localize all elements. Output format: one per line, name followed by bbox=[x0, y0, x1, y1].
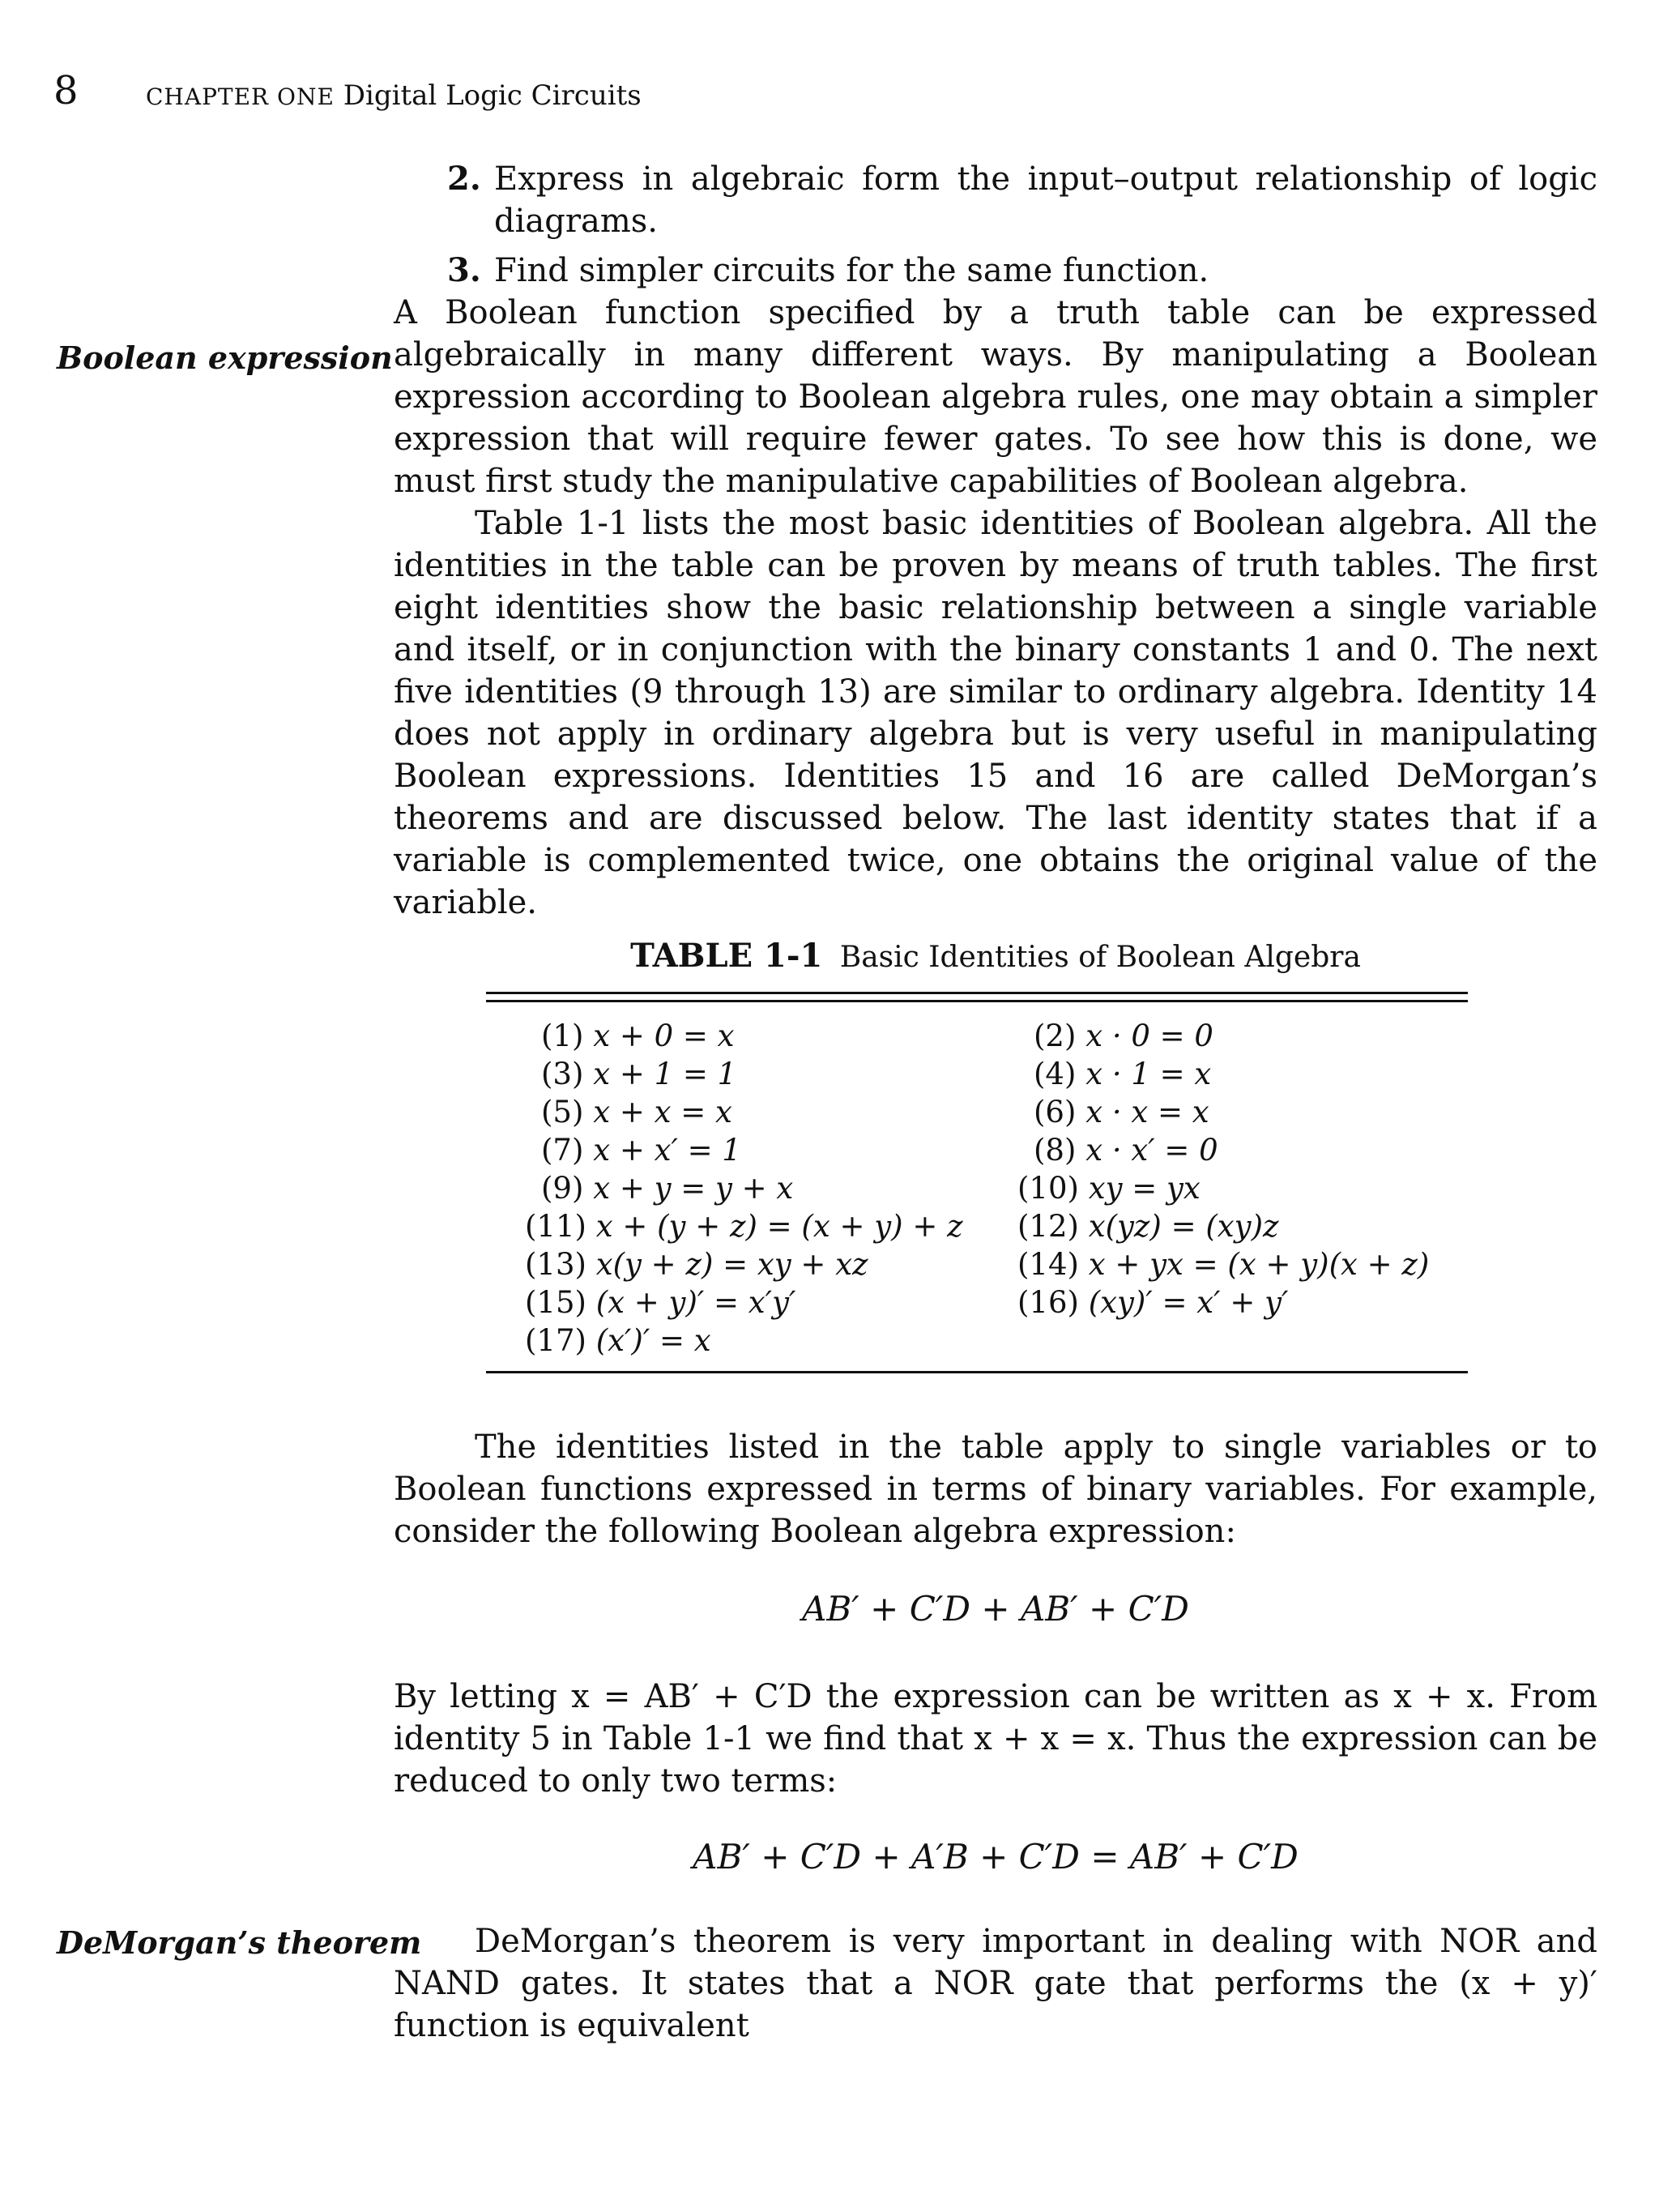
list-text: Find simpler circuits for the same function. bbox=[494, 252, 1209, 289]
identity-4: (4) x · 1 = x bbox=[1034, 1057, 1212, 1091]
table-top-rule-1 bbox=[486, 992, 1468, 994]
identity-14: (14) x + yx = (x + y)(x + z) bbox=[1017, 1247, 1430, 1282]
paragraph-identities-apply: The identities listed in the table apply to single variables or to Boolean functions expressed in terms of binary variables. For example, consider the following Boolean algebra expression: bbox=[394, 1428, 1597, 1550]
table-caption bbox=[394, 938, 1597, 976]
identity-15: (15) (x + y)′ = x′y′ bbox=[525, 1285, 796, 1320]
identity-11: (11) x + (y + z) = (x + y) + z bbox=[525, 1209, 963, 1244]
identity-10: (10) xy = yx bbox=[1017, 1171, 1201, 1206]
identity-8: (8) x · x′ = 0 bbox=[1034, 1133, 1218, 1168]
identity-1: (1) x + 0 = x bbox=[541, 1018, 735, 1053]
identity-16: (16) (xy)′ = x′ + y′ bbox=[1017, 1285, 1289, 1320]
list-text: Express in algebraic form the input–output relationship of logic diagrams. bbox=[494, 160, 1597, 240]
page-number: 8 bbox=[53, 68, 79, 113]
identity-3: (3) x + 1 = 1 bbox=[541, 1057, 737, 1091]
table-label: TABLE 1-1 bbox=[630, 937, 823, 975]
table-title: Basic Identities of Boolean Algebra bbox=[839, 941, 1361, 974]
equation-reduced: AB′ + C′D + A′B + C′D = AB′ + C′D bbox=[693, 1837, 1299, 1877]
identity-9: (9) x + y = y + x bbox=[541, 1171, 794, 1206]
identity-5: (5) x + x = x bbox=[541, 1095, 732, 1129]
identity-12: (12) x(yz) = (xy)z bbox=[1017, 1209, 1279, 1244]
table-top-rule-2 bbox=[486, 1000, 1468, 1002]
table-bottom-rule bbox=[486, 1371, 1468, 1373]
identity-13: (13) x(y + z) = xy + xz bbox=[525, 1247, 868, 1282]
equation-example: AB′ + C′D + AB′ + C′D bbox=[802, 1589, 1189, 1629]
paragraph-boolean-function: A Boolean function specified by a truth table can be expressed algebraically in many different ways. By manipulating a Boolean expression according to Boolean algebra rules, one may obtain a simpler expression that will require fewer gates. To see how this is done, we must first study the manipulative capabilities of Boolean algebra. bbox=[394, 294, 1597, 500]
list-number: 2. bbox=[447, 160, 481, 198]
chapter-label: CHAPTER ONE bbox=[146, 83, 335, 110]
paragraph-by-letting: By letting x = AB′ + C′D the expression can be written as x + x. From identity 5 in Table 1-1 we find that x + x = x. Thus the expression can be reduced to only two terms: bbox=[394, 1678, 1597, 1800]
identity-7: (7) x + x′ = 1 bbox=[541, 1133, 741, 1168]
identity-17: (17) (x′)′ = x bbox=[525, 1323, 711, 1358]
paragraph-table-intro: Table 1-1 lists the most basic identities of Boolean algebra. All the identities in the table can be proven by means of truth tables. The first eight identities show the basic relationship between a single variable and itself, or in conjunction with the binary constants 1 and 0. The next five identities (9 through 13) are similar to ordinary algebra. Identity 14 does not apply in ordinary algebra but is very useful in manipulating Boolean expressions. Identities 15 and 16 are called DeMorgan’s theorems and are discussed below. The last identity states that if a variable is complemented twice, one obtains the original value of the variable. bbox=[394, 505, 1597, 921]
chapter-title: Digital Logic Circuits bbox=[343, 79, 642, 112]
margin-note-demorgan: DeMorgan’s theorem bbox=[57, 1924, 422, 1961]
list-number: 3. bbox=[447, 251, 481, 289]
running-head bbox=[146, 79, 642, 113]
list-item-2 bbox=[447, 158, 1597, 242]
margin-note-boolean-expression: Boolean expression bbox=[57, 339, 393, 376]
paragraph-demorgan: DeMorgan’s theorem is very important in dealing with NOR and NAND gates. It states that a NOR gate that performs the (x + y)′ function is equivalent bbox=[394, 1923, 1597, 2044]
identity-2: (2) x · 0 = 0 bbox=[1034, 1018, 1213, 1053]
identity-6: (6) x · x = x bbox=[1034, 1095, 1209, 1129]
list-item-3 bbox=[447, 250, 1597, 292]
